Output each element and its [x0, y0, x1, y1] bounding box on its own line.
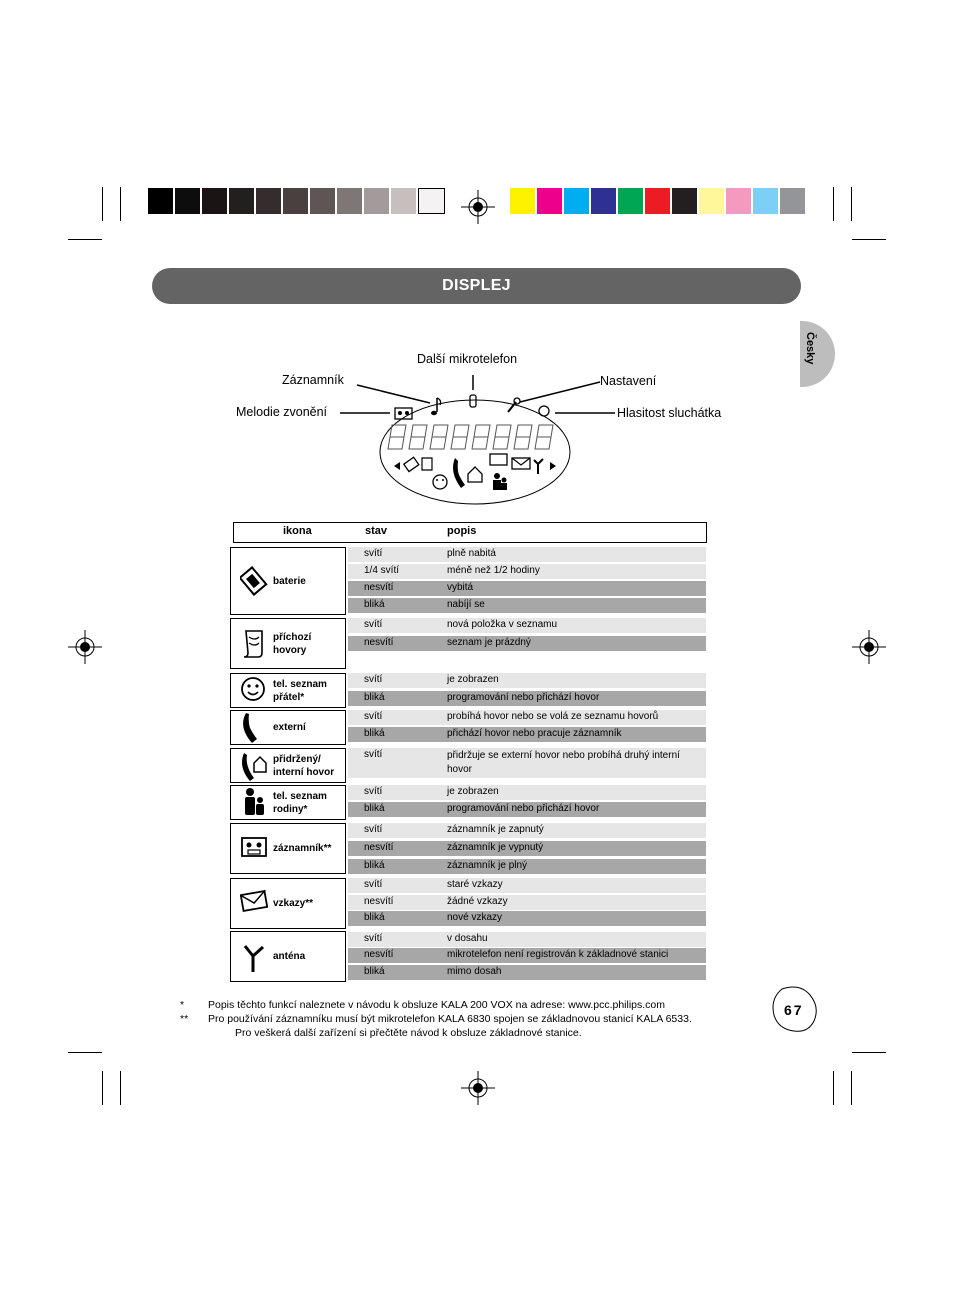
state-cell: bliká — [364, 912, 385, 923]
page-number: 67 — [784, 1002, 804, 1018]
callout-hlasitost: Hlasitost sluchátka — [617, 406, 722, 420]
table-row — [348, 581, 706, 596]
table-row — [348, 598, 706, 613]
icon-label: baterie — [273, 575, 306, 587]
description-cell: nabíjí se — [447, 599, 485, 610]
description-cell: nová položka v seznamu — [447, 619, 558, 630]
color-swatch — [337, 188, 362, 214]
color-swatch — [229, 188, 254, 214]
icon-label: příchozí hovory — [273, 631, 312, 656]
color-swatch — [618, 188, 643, 214]
callout-zaznamnik: Záznamník — [282, 373, 344, 387]
table-row — [348, 948, 706, 963]
table-header — [233, 522, 707, 543]
color-swatch — [564, 188, 589, 214]
crop-mark — [68, 239, 102, 240]
table-row — [348, 965, 706, 980]
header-description: popis — [447, 525, 477, 537]
footnote-marker: ** — [180, 1013, 189, 1025]
description-cell: záznamník je zapnutý — [447, 824, 544, 835]
color-swatch — [256, 188, 281, 214]
state-cell: nesvítí — [364, 582, 394, 593]
table-row — [348, 911, 706, 926]
table-row — [348, 785, 706, 800]
icon-cell — [230, 931, 346, 982]
description-cell: mikrotelefon není registrován k základnové stanici — [447, 949, 669, 960]
icon-cell — [230, 673, 346, 708]
color-swatch — [726, 188, 751, 214]
cassette-icon — [240, 832, 268, 866]
color-swatch — [780, 188, 805, 214]
footnote-text: Pro veškerá další zařízení si přečtěte návod k obsluze základnové stanice. — [235, 1027, 582, 1039]
state-cell: bliká — [364, 803, 385, 814]
color-swatch — [591, 188, 616, 214]
description-cell: plně nabitá — [447, 548, 496, 559]
table-row — [348, 691, 706, 706]
color-swatch — [510, 188, 535, 214]
table-row — [348, 895, 706, 910]
description-cell: staré vzkazy — [447, 879, 503, 890]
description-cell: probíhá hovor nebo se volá ze seznamu hovorů — [447, 711, 659, 722]
footnote-text: Popis těchto funkcí naleznete v návodu k obsluze KALA 200 VOX na adrese: www.pcc.philips.com — [208, 999, 666, 1011]
page-title: DISPLEJ — [442, 277, 511, 294]
battery-icon — [240, 564, 268, 598]
icon-cell — [230, 618, 346, 669]
table-row — [348, 932, 706, 947]
table-row — [348, 636, 706, 651]
state-cell: bliká — [364, 692, 385, 703]
icon-cell — [230, 823, 346, 874]
icon-label: tel. seznam přátel* — [273, 678, 327, 703]
state-cell: svítí — [364, 879, 383, 890]
color-swatch — [175, 188, 200, 214]
handset-house-icon — [240, 749, 268, 783]
table-row — [348, 859, 706, 874]
state-cell: bliká — [364, 966, 385, 977]
icon-label: záznamník** — [273, 843, 332, 854]
icon-cell — [230, 547, 346, 615]
table-row — [348, 823, 706, 838]
description-cell: programování nebo přichází hovor — [447, 803, 600, 814]
state-cell: nesvítí — [364, 896, 394, 907]
color-swatch — [753, 188, 778, 214]
crop-mark — [120, 187, 121, 221]
crop-mark — [102, 1071, 103, 1105]
description-cell: nové vzkazy — [447, 912, 503, 923]
volume-icon — [539, 406, 549, 416]
state-cell: bliká — [364, 860, 385, 871]
description-cell: seznam je prázdný — [447, 637, 531, 648]
color-swatch — [418, 188, 445, 214]
table-row — [348, 673, 706, 688]
icon-label: anténa — [273, 951, 306, 962]
callout-dalsi-mikrotelefon: Další mikrotelefon — [417, 352, 518, 366]
description-cell: přichází hovor nebo pracuje záznamník — [447, 728, 622, 739]
registration-mark-icon — [461, 1071, 495, 1105]
table-row — [348, 841, 706, 856]
icon-cell — [230, 710, 346, 745]
table-row — [348, 727, 706, 742]
table-row — [348, 564, 706, 579]
description-cell: je zobrazen — [447, 786, 499, 797]
description-cell: méně než 1/2 hodiny — [447, 565, 540, 576]
table-row — [348, 547, 706, 562]
footnote-text: Pro používání záznamníku musí být mikrotelefon KALA 6830 spojen se základnovou stanicí KALA 6533. — [208, 1013, 692, 1025]
crop-mark — [68, 1052, 102, 1053]
icon-label: tel. seznam rodiny* — [273, 790, 327, 815]
color-swatch — [537, 188, 562, 214]
lcd-display-diagram — [330, 370, 620, 510]
crop-mark — [852, 239, 886, 240]
crop-mark — [120, 1071, 121, 1105]
callout-melodie: Melodie zvonění — [236, 405, 328, 419]
header-icon: ikona — [283, 525, 312, 537]
icon-label: vzkazy** — [273, 898, 314, 909]
call-log-scroll-icon — [240, 627, 268, 661]
state-cell: svítí — [364, 786, 383, 797]
description-cell: záznamník je plný — [447, 860, 528, 871]
crop-mark — [852, 1052, 886, 1053]
crop-mark — [833, 187, 834, 221]
state-cell: svítí — [364, 933, 383, 944]
crop-mark — [833, 1071, 834, 1105]
icon-label: externí — [273, 722, 306, 733]
envelope-icon — [240, 887, 268, 921]
description-cell: záznamník je vypnutý — [447, 842, 544, 853]
state-cell: nesvítí — [364, 949, 394, 960]
header-state: stav — [365, 525, 388, 537]
state-cell: nesvítí — [364, 842, 394, 853]
color-swatch — [364, 188, 389, 214]
state-cell: bliká — [364, 599, 385, 610]
icon-cell — [230, 748, 346, 783]
language-label: Česky — [804, 332, 816, 365]
color-swatch — [202, 188, 227, 214]
table-row — [348, 878, 706, 893]
registration-mark-icon — [461, 190, 495, 224]
description-cell: v dosahu — [447, 933, 488, 944]
state-cell: svítí — [364, 674, 383, 685]
icon-cell — [230, 785, 346, 820]
color-swatch — [391, 188, 416, 214]
color-swatch — [699, 188, 724, 214]
description-cell: vybitá — [447, 582, 474, 593]
description-cell: přidržuje se externí hovor nebo probíhá druhý interní hovor — [447, 750, 680, 775]
section-banner — [152, 268, 801, 304]
description-cell: je zobrazen — [447, 674, 499, 685]
state-cell: svítí — [364, 619, 383, 630]
footnote-marker: * — [180, 999, 185, 1011]
crop-mark — [851, 187, 852, 221]
color-swatch — [672, 188, 697, 214]
table-row — [348, 710, 706, 725]
family-icon — [240, 786, 268, 820]
icon-cell — [230, 878, 346, 929]
state-cell: nesvítí — [364, 637, 394, 648]
state-cell: 1/4 svítí — [364, 565, 400, 576]
icon-label: přidržený/ interní hovor — [273, 753, 335, 778]
description-cell: mimo dosah — [447, 966, 502, 977]
crop-mark — [851, 1071, 852, 1105]
registration-mark-icon — [852, 630, 886, 664]
registration-mark-icon — [68, 630, 102, 664]
state-cell: svítí — [364, 548, 383, 559]
table-row — [348, 802, 706, 817]
state-cell: svítí — [364, 824, 383, 835]
color-swatch — [148, 188, 173, 214]
crop-mark — [102, 187, 103, 221]
state-cell: svítí — [364, 749, 383, 760]
antenna-icon — [240, 940, 268, 974]
color-swatch — [645, 188, 670, 214]
description-cell: žádné vzkazy — [447, 896, 508, 907]
table-row — [348, 618, 706, 633]
handset-icon — [240, 711, 268, 745]
color-swatch — [310, 188, 335, 214]
table-row — [348, 748, 706, 778]
state-cell: svítí — [364, 711, 383, 722]
state-cell: bliká — [364, 728, 385, 739]
friends-smiley-icon — [240, 674, 268, 708]
color-swatch — [283, 188, 308, 214]
callout-nastaveni: Nastavení — [600, 374, 657, 388]
description-cell: programování nebo přichází hovor — [447, 692, 600, 703]
